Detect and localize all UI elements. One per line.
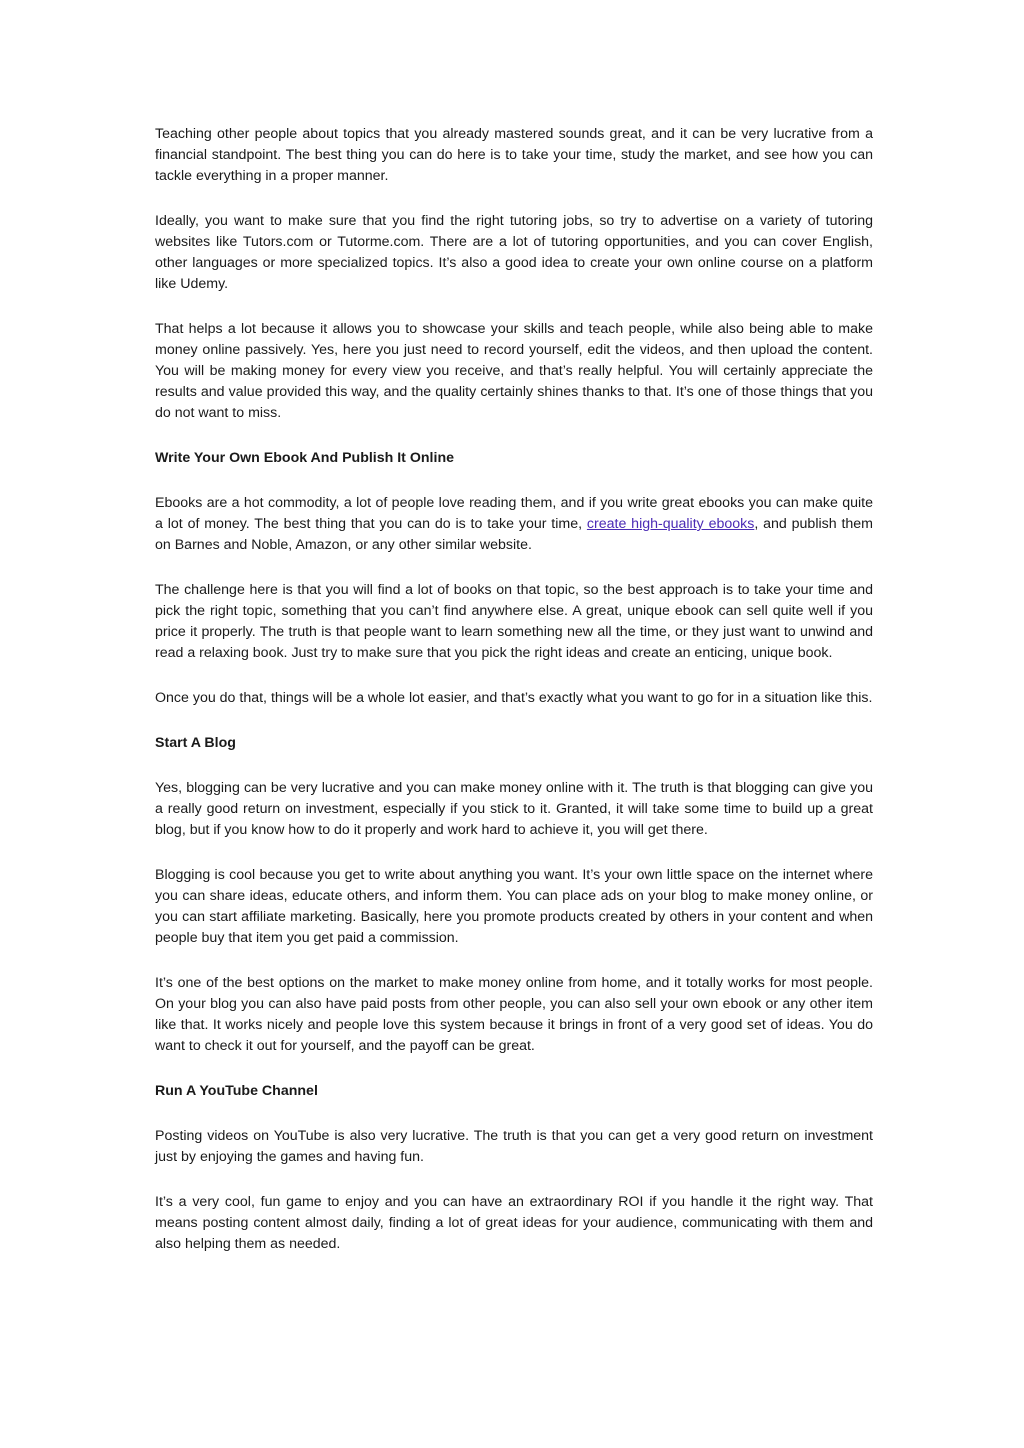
paragraph-ebooks-text-start: Ebooks are a hot commodity, a lot of people love reading them, and if you write great ebooks you can make quite a lot of money. The best thing that you can do is to take your time, bbox=[155, 495, 873, 532]
document-body bbox=[155, 124, 873, 1279]
paragraph-youtube-roi: It’s a very cool, fun game to enjoy and you can have an extraordinary ROI if you handle it the right way. That means posting content almost daily, finding a lot of great ideas for your audience, communicating with them and also helping them as needed. bbox=[155, 1194, 873, 1252]
paragraph-ebook-challenge: The challenge here is that you will find a lot of books on that topic, so the best approach is to take your time and pick the right topic, something that you can’t find anywhere else. A great, unique ebook can sell quite well if you price it properly. The truth is that people want to learn something new all the time, or they just want to unwind and read a relaxing book. Just try to make sure that you pick the right ideas and create an enticing, unique book. bbox=[155, 582, 873, 661]
paragraph-tutoring-intro: Teaching other people about topics that you already mastered sounds great, and it can be very lucrative from a financial standpoint. The best thing you can do here is to take your time, study the market, and see how you can tackle everything in a proper manner. bbox=[155, 126, 873, 184]
paragraph-blogging-cool: Blogging is cool because you get to write about anything you want. It’s your own little space on the internet where you can share ideas, educate others, and inform them. You can place ads on your blog to make money online, or you can start affiliate marketing. Basically, here you promote products created by others in your content and when people buy that item you get paid a commission. bbox=[155, 867, 873, 946]
section-heading-youtube: Run A YouTube Channel bbox=[155, 1083, 318, 1099]
paragraph-blogging-options: It’s one of the best options on the market to make money online from home, and it totally works for most people. On your blog you can also have paid posts from other people, you can also sell your own ebook or any other item like that. It works nicely and people love this system because it brings in front of a very good set of ideas. You do want to check it out for yourself, and the payoff can be great. bbox=[155, 975, 873, 1054]
paragraph-ebook-conclusion: Once you do that, things will be a whole lot easier, and that’s exactly what you want to go for in a situation like this. bbox=[155, 690, 873, 706]
create-high-quality-ebooks-link[interactable]: create high-quality ebooks bbox=[586, 516, 755, 532]
paragraph-online-course: That helps a lot because it allows you to showcase your skills and teach people, while also being able to make money online passively. Yes, here you just need to record yourself, edit the videos, and then upload the content. You will be making money for every view you receive, and that’s really helpful. You will certainly appreciate the results and value provided this way, and the quality certainly shines thanks to that. It’s one of those things that you do not want to miss. bbox=[155, 321, 873, 421]
section-heading-blog: Start A Blog bbox=[155, 735, 236, 751]
section-heading-ebook: Write Your Own Ebook And Publish It Online bbox=[155, 450, 454, 466]
paragraph-youtube-intro: Posting videos on YouTube is also very lucrative. The truth is that you can get a very good return on investment just by enjoying the games and having fun. bbox=[155, 1128, 873, 1165]
paragraph-blogging-intro: Yes, blogging can be very lucrative and you can make money online with it. The truth is that blogging can give you a really good return on investment, especially if you stick to it. Granted, it will take some time to build up a great blog, but if you know how to do it properly and work hard to achieve it, you will get there. bbox=[155, 780, 873, 838]
paragraph-tutoring-jobs: Ideally, you want to make sure that you find the right tutoring jobs, so try to advertise on a variety of tutoring websites like Tutors.com or Tutorme.com. There are a lot of tutoring opportunities, and you can cover English, other languages or more specialized topics. It’s also a good idea to create your own online course on a platform like Udemy. bbox=[155, 213, 873, 292]
paragraph-ebooks bbox=[155, 493, 873, 556]
paragraph-ebooks-text-end: , and publish them on Barnes and Noble, Amazon, or any other similar website. bbox=[155, 516, 873, 553]
